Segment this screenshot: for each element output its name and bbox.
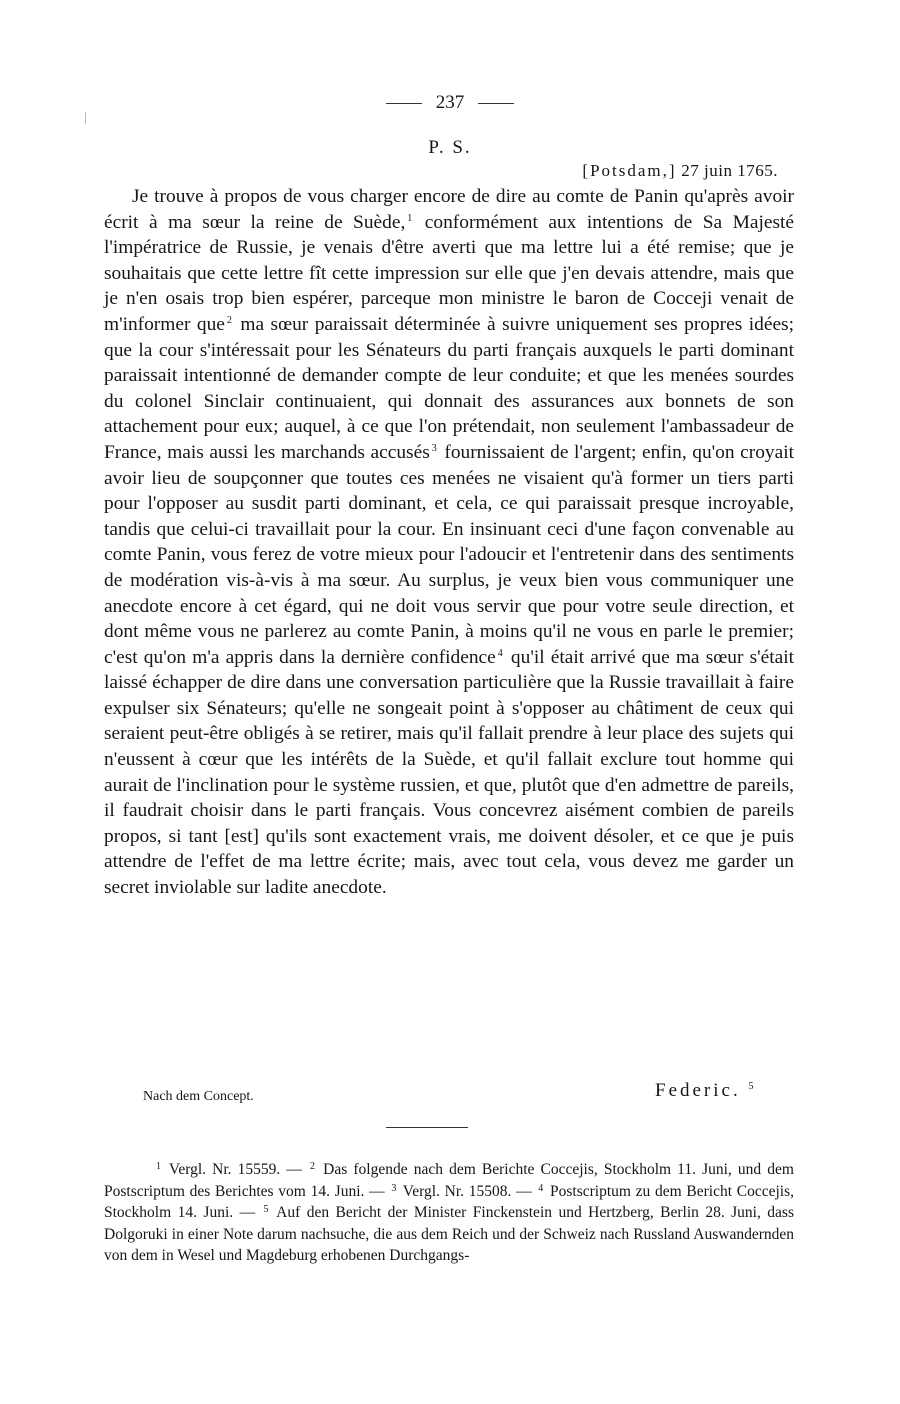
- footnote-text-3: Vergl. Nr. 15508. —: [398, 1182, 537, 1200]
- page-header: [0, 92, 900, 114]
- footnote-num-2: 2: [310, 1161, 315, 1172]
- page-number: 237: [435, 92, 465, 113]
- footnote-text-5: Auf den Bericht der Minister Finckenstein und Hertzberg, Berlin 28. Juni, dass Dolgoruki in einer Note darum nachsuche, die aus dem Reich und der Schweiz nach Russland Auswandernden von dem in Wesel und Magdeburg erhobenen Durchgangs-: [104, 1204, 794, 1264]
- footnote-ref-4: 4: [497, 647, 503, 659]
- footnotes: [104, 1159, 794, 1267]
- footnote-num-1: 1: [156, 1161, 161, 1172]
- dateline: [582, 161, 778, 181]
- footnote-text-2: Das folgende nach dem Berichte Coccejis, Stockholm 11. Juni, und dem Postscriptum des Berichtes vom 14. Juni. —: [104, 1161, 794, 1200]
- letter-text-5: qu'il était arrivé que ma sœur s'était laissé échapper de dire dans une conversation particulière que la Russie travaillait à faire expulser six Sénateurs; qu'elle ne songeait point à s'opposer au châtiment de ceux qui seraient peut-être obligés à se retirer, mais qu'il fallait prendre à leur place des sujets qui n'eussent à cœur que les intérêts de la Suède, et qu'il fallait exclure tout homme qui aurait de l'inclination pour le système russien, et que, plutôt que d'en admettre de pareils, il faudrait choisir dans le parti français. Vous concevrez aisément combien de pareils propos, si tant [est] qu'ils sont exactement vrais, me doivent désoler, et ce que je puis attendre de l'effet de ma lettre écrite; mais, avec tout cela, vous devez me garder un secret inviolable sur ladite anecdote.: [104, 646, 794, 899]
- footnote-num-3: 3: [391, 1182, 397, 1194]
- footnote-ref-2: 2: [226, 314, 232, 326]
- footnote-num-4: 4: [538, 1182, 544, 1194]
- footnote-num-5: 5: [263, 1204, 269, 1215]
- footnote-ref-5: 5: [748, 1081, 754, 1092]
- footnote-separator: [386, 1127, 468, 1128]
- footnote-ref-3: 3: [431, 442, 437, 454]
- signature: [655, 1080, 753, 1102]
- header-dash-left: [386, 103, 422, 104]
- footnote-text-4: Postscriptum zu dem Bericht Coccejis, Stockholm 14. Juni. —: [104, 1182, 794, 1221]
- dateline-place: [Potsdam,]: [582, 161, 677, 180]
- footnote-text-1: Vergl. Nr. 15559. —: [163, 1161, 308, 1178]
- dateline-date: 27 juin 1765.: [681, 161, 778, 180]
- letter-text-4: fournissaient de l'argent; enfin, qu'on croyait avoir lieu de soupçonner que toutes ces menées ne visaient qu'à former un tiers parti pour l'opposer au susdit parti dominant, et cela, ce qui paraissait presque incroyable, tandis que celui-ci travaillait pour la cour. En insinuant ceci d'une façon convenable au comte Panin, vous ferez de votre mieux pour l'adoucir et l'entretenir dans des sentiments de modération vis-à-vis à ma sœur. Au surplus, je veux bien vous communiquer une anecdote encore à cet égard, qui ne doit vous servir que pour votre seule direction, et dont même vous ne parlerez au comte Panin, à moins qu'il ne vous en parle le premier; c'est qu'on m'a appris dans la dernière confidence: [104, 441, 794, 668]
- footnote-ref-1: 1: [407, 212, 413, 224]
- postscript-heading: P. S.: [428, 137, 472, 158]
- letter-text-3: ma sœur paraissait déterminée à suivre uniquement ses propres idées; que la cour s'intéressait pour les Sénateurs du parti français auxquels le parti dominant paraissait intentionné de demander compte de leur conduite; et que les menées sourdes du colonel Sinclair continuaient, qui donnait des assurances aux bonnets de son attachement pour eux; auquel, à ce que l'on prétendait, non seulement l'ambassadeur de France, mais aussi les marchands accusés: [104, 313, 794, 463]
- letter-text-2: conformément aux intentions de Sa Majesté l'impératrice de Russie, je venais d'être averti que ma lettre lui a été remise; que je souhaitais que cette lettre fît cette impression sur elle que j'en devais attendre, mais que je n'en osais trop bien espérer, parceque mon ministre le baron de Cocceji venait de m'informer que: [104, 211, 794, 335]
- letter-text-1: Je trouve à propos de vous charger encore de dire au comte de Panin qu'après avoir écrit à ma sœur la reine de Suède,: [104, 186, 794, 233]
- source-note: Nach dem Concept.: [143, 1089, 254, 1104]
- header-dash-right: [478, 103, 514, 104]
- signature-name: Federic.: [655, 1080, 741, 1101]
- letter-body: [104, 184, 794, 901]
